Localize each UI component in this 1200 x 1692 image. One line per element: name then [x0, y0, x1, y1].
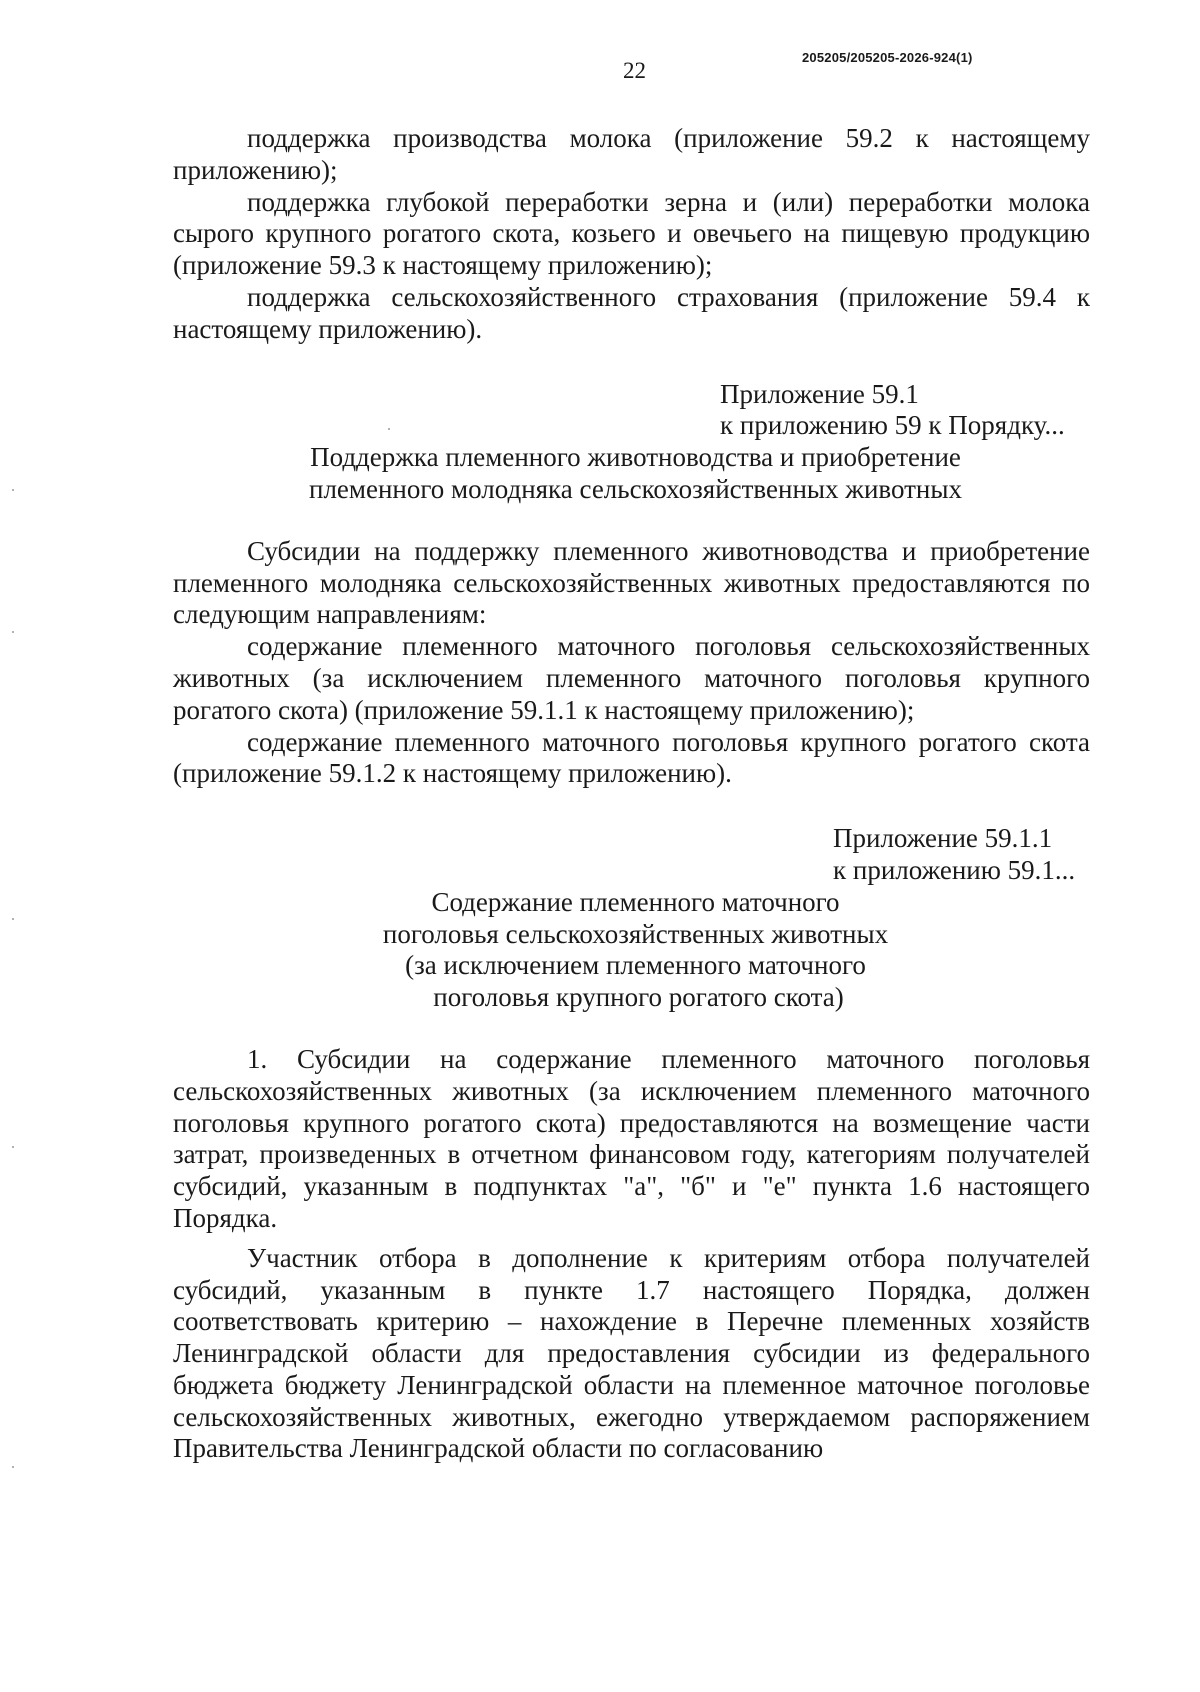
appendix-59-1-1-heading	[173, 823, 1090, 887]
intro-item-insurance: поддержка сельскохозяйственного страхования (приложение 59.4 к настоящему приложению).	[173, 281, 1090, 344]
section-1-title	[173, 442, 1090, 506]
page-number: 22	[623, 58, 646, 83]
scan-speck	[12, 1146, 14, 1148]
section-2-title-line1: Содержание племенного маточного	[431, 886, 840, 917]
section-2-title-line2: поголовья сельскохозяйственных животных	[382, 918, 889, 949]
section-2-paragraph-2: Участник отбора в дополнение к критериям отбора получателей субсидий, указанным в пункте 1.7 настоящего Порядка, должен соответствовать критерию – нахождение в Перечне племенных хозяйств Ленинградской области для предоставления субсидии из федерального бюджета бюджету Ленинградской области на племенное маточное поголовье сельскохозяйственных животных, ежегодно утверждаемом распоряжением Правительства Ленинградской области по согласованию	[173, 1242, 1090, 1464]
appendix-59-1-1-line1: Приложение 59.1.1	[833, 823, 1053, 854]
section-1-paragraph-direction-1: содержание племенного маточного поголовья сельскохозяйственных животных (за исключением племенного маточного поголовья крупного рогатого скота) (приложение 59.1.1 к настоящему приложению);	[173, 631, 1090, 725]
section-1-title-line1: Поддержка племенного животноводства и приобретение	[310, 442, 961, 473]
section-1-paragraph-intro: Субсидии на поддержку племенного животноводства и приобретение племенного молодняка сельскохозяйственных животных предоставляются по следующим направлениям:	[173, 535, 1090, 630]
scan-speck	[12, 918, 14, 920]
section-2-title-line4: поголовья крупного рогатого скота)	[433, 982, 844, 1013]
scan-speck	[12, 631, 14, 633]
section-2-title-line3: (за исключением племенного маточного	[405, 950, 866, 981]
section-1-title-line2: племенного молодняка сельскохозяйственных животных	[309, 473, 962, 504]
intro-item-milk: поддержка производства молока (приложение 59.2 к настоящему приложению);	[173, 123, 1090, 185]
scan-speck	[12, 489, 14, 491]
document-id: 205205/205205-2026-924(1)	[802, 50, 973, 65]
intro-item-processing: поддержка глубокой переработки зерна и (или) переработки молока сырого крупного рогатого скота, козьего и овечьего на пищевую продукцию (приложение 59.3 к настоящему приложению);	[173, 186, 1090, 281]
appendix-59-1-1-line2: к приложению 59.1...	[833, 854, 1076, 885]
section-1-paragraph-direction-2: содержание племенного маточного поголовья крупного рогатого скота (приложение 59.1.2 к настоящему приложению).	[173, 726, 1090, 789]
document-body	[173, 123, 1090, 1465]
section-2-paragraph-1: 1. Субсидии на содержание племенного маточного поголовья сельскохозяйственных животных (за исключением племенного маточного поголовья крупного рогатого скота) предоставляются на возмещение части затрат, произведенных в отчетном финансовом году, категориям получателей субсидий, указанным в подпунктах "а", "б" и "е" пункта 1.6 настоящего Порядка.	[173, 1043, 1090, 1233]
section-2-title	[173, 887, 1090, 1014]
appendix-59-1-heading	[173, 379, 1090, 443]
appendix-59-1-line2: к приложению 59 к Порядку...	[720, 410, 1065, 441]
appendix-59-1-line1: Приложение 59.1	[720, 378, 919, 409]
scan-speck	[388, 428, 390, 430]
scan-speck	[12, 1466, 14, 1468]
